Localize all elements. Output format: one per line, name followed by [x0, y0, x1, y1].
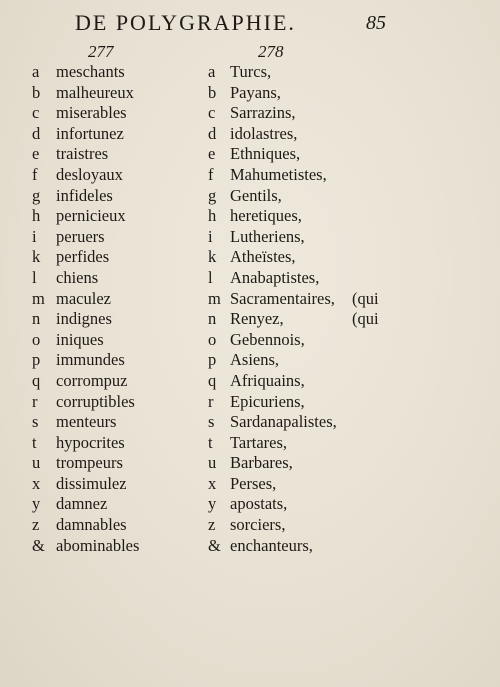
page-number: 85: [366, 12, 386, 34]
left-letter: f: [32, 164, 38, 184]
right-word: Sarrazins,: [230, 103, 296, 123]
table-row: [0, 186, 500, 207]
table-row: [0, 536, 500, 557]
left-letter: l: [32, 267, 37, 287]
left-word: abominables: [56, 535, 140, 555]
right-letter: s: [208, 412, 215, 432]
right-letter: n: [208, 309, 217, 329]
left-word: iniques: [56, 329, 104, 349]
left-word: immundes: [56, 350, 125, 370]
left-letter: p: [32, 350, 41, 370]
right-letter: l: [208, 267, 213, 287]
table-row: [0, 474, 500, 495]
table-row: [0, 289, 500, 310]
table-row: [0, 350, 500, 371]
right-word: Payans,: [230, 82, 281, 102]
right-word: Lutheriens,: [230, 226, 305, 246]
right-letter: &: [208, 535, 221, 555]
left-word: miserables: [56, 103, 127, 123]
left-letter: z: [32, 515, 40, 535]
left-letter: &: [32, 535, 45, 555]
left-letter: u: [32, 453, 41, 473]
right-column-number: 278: [258, 42, 284, 61]
right-word: Gentils,: [230, 185, 282, 205]
right-word: Afriquains,: [230, 370, 305, 390]
right-word: idolastres,: [230, 123, 298, 143]
table-row: [0, 83, 500, 104]
left-word: menteurs: [56, 412, 117, 432]
right-word: Anabaptistes,: [230, 267, 320, 287]
left-word: corruptibles: [56, 391, 135, 411]
right-word: Barbares,: [230, 453, 293, 473]
left-letter: t: [32, 432, 37, 452]
left-word: perfides: [56, 247, 110, 267]
right-word: Atheïstes,: [230, 247, 296, 267]
right-letter: d: [208, 123, 217, 143]
right-word: Asiens,: [230, 350, 280, 370]
table-row: [0, 494, 500, 515]
right-word: sorciers,: [230, 515, 286, 535]
table-row: [0, 268, 500, 289]
right-letter: a: [208, 62, 216, 81]
running-head: DE POLYGRAPHIE.: [75, 10, 296, 35]
left-word: infortunez: [56, 123, 124, 143]
left-letter: a: [32, 62, 40, 81]
left-word: indignes: [56, 309, 112, 329]
right-word: heretiques,: [230, 206, 302, 226]
right-word: Perses,: [230, 473, 277, 493]
right-letter: e: [208, 144, 216, 164]
right-letter: o: [208, 329, 217, 349]
table-row: [0, 247, 500, 268]
left-word: infideles: [56, 185, 113, 205]
left-word: meschants: [56, 62, 125, 81]
table-row: [0, 227, 500, 248]
right-letter: p: [208, 350, 217, 370]
left-letter: s: [32, 412, 39, 432]
table-row: [0, 453, 500, 474]
left-word: corrompuz: [56, 370, 128, 390]
table-row: [0, 412, 500, 433]
right-word: Renyez,: [230, 309, 284, 329]
table-row: [0, 330, 500, 351]
left-word: traistres: [56, 144, 109, 164]
left-letter: x: [32, 473, 41, 493]
left-word: pernicieux: [56, 206, 126, 226]
left-letter: o: [32, 329, 41, 349]
left-letter: h: [32, 206, 41, 226]
right-word: Mahumetistes,: [230, 164, 327, 184]
left-word: dissimulez: [56, 473, 127, 493]
left-letter: y: [32, 494, 41, 514]
table-row: [0, 62, 500, 83]
cipher-table: [0, 62, 500, 556]
right-letter: c: [208, 103, 216, 123]
right-letter: g: [208, 185, 217, 205]
right-word: enchanteurs,: [230, 535, 313, 555]
left-word: hypocrites: [56, 432, 125, 452]
left-word: malheureux: [56, 82, 134, 102]
table-row: [0, 515, 500, 536]
left-word: damnables: [56, 515, 127, 535]
table-row: [0, 392, 500, 413]
left-letter: i: [32, 226, 37, 246]
right-letter: b: [208, 82, 217, 102]
right-letter: y: [208, 494, 217, 514]
right-letter: z: [208, 515, 216, 535]
right-annotation: (qui: [352, 309, 379, 329]
left-letter: n: [32, 309, 41, 329]
left-letter: r: [32, 391, 38, 411]
left-word: trompeurs: [56, 453, 123, 473]
left-letter: b: [32, 82, 41, 102]
right-letter: t: [208, 432, 213, 452]
table-row: [0, 144, 500, 165]
right-letter: r: [208, 391, 214, 411]
right-letter: m: [208, 288, 221, 308]
right-letter: q: [208, 370, 217, 390]
left-column-number: 277: [88, 42, 114, 61]
right-letter: i: [208, 226, 213, 246]
right-word: Tartares,: [230, 432, 288, 452]
right-letter: x: [208, 473, 217, 493]
left-letter: c: [32, 103, 40, 123]
right-word: apostats,: [230, 494, 288, 514]
right-word: Sardanapalistes,: [230, 412, 337, 432]
left-letter: d: [32, 123, 41, 143]
table-row: [0, 124, 500, 145]
right-word: Ethniques,: [230, 144, 301, 164]
left-word: desloyaux: [56, 164, 123, 184]
left-letter: e: [32, 144, 40, 164]
left-word: peruers: [56, 226, 105, 246]
right-letter: k: [208, 247, 217, 267]
right-word: Sacramentaires,: [230, 288, 335, 308]
left-letter: k: [32, 247, 41, 267]
table-row: [0, 165, 500, 186]
right-word: Turcs,: [230, 62, 272, 81]
left-word: chiens: [56, 267, 99, 287]
table-row: [0, 371, 500, 392]
table-row: [0, 103, 500, 124]
table-row: [0, 309, 500, 330]
left-letter: g: [32, 185, 41, 205]
right-letter: h: [208, 206, 217, 226]
right-letter: u: [208, 453, 217, 473]
table-row: [0, 433, 500, 454]
right-annotation: (qui: [352, 288, 379, 308]
right-word: Gebennois,: [230, 329, 305, 349]
right-word: Epicuriens,: [230, 391, 305, 411]
right-letter: f: [208, 164, 214, 184]
left-letter: q: [32, 370, 41, 390]
table-row: [0, 206, 500, 227]
left-word: damnez: [56, 494, 108, 514]
left-word: maculez: [56, 288, 111, 308]
left-letter: m: [32, 288, 45, 308]
